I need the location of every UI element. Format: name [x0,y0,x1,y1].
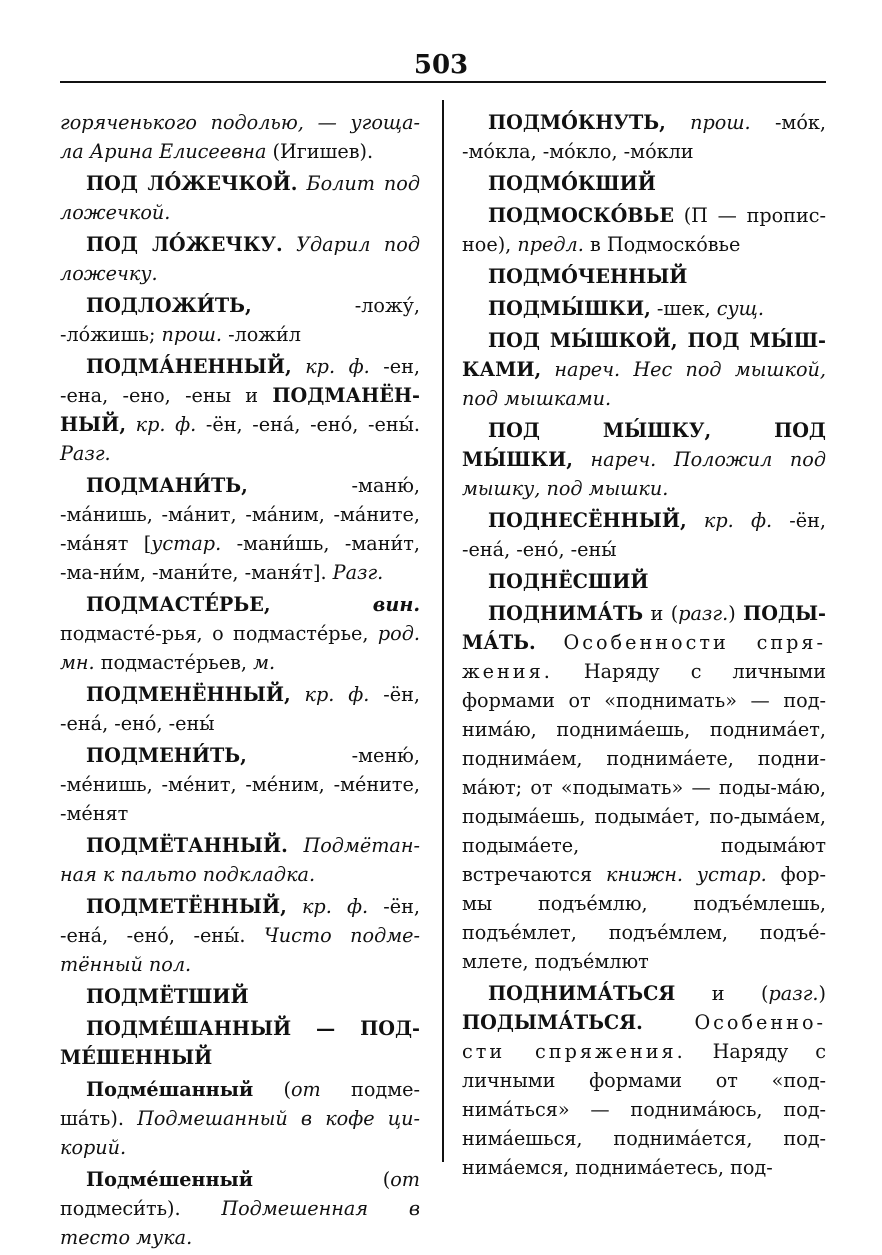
entry-text: подмасте́рьев, [94,651,254,674]
entry-text: (Игишев). [266,140,374,163]
dictionary-entry [462,294,826,323]
column-divider [442,100,444,1162]
headword: ПОДМЁТШИЙ [86,985,249,1008]
dictionary-entry [60,1165,420,1252]
headword: ПОДМЕНИ́ТЬ, [86,744,247,767]
italic-text: устар. [151,532,222,555]
italic-text: Разг. [60,442,111,465]
headword: ПОДНИМА́ТЬСЯ [488,982,676,1005]
entry-text: -мани́шь, -мани́т, -ма-ни́м, -мани́те, -маня́т]. [60,532,420,584]
dictionary-entry [60,590,420,677]
italic-text: Подмешанный в кофе ци-корий. [60,1107,420,1159]
entry-text: ) [728,602,744,625]
entry-text: (П — пропис-ное), [462,204,826,256]
dictionary-entry [462,262,826,291]
dictionary-entry [60,169,420,227]
entry-text: подмеси́ть). [60,1197,222,1220]
dictionary-entry [462,567,826,596]
dictionary-entry [60,680,420,738]
italic-text: нареч. Нес под мышкой, под мышками. [462,358,826,410]
italic-text: кр. ф. [286,895,369,918]
dictionary-entry [462,169,826,198]
dictionary-entry [462,599,826,976]
entry-text: -мо́к, -мо́кла, -мо́кло, -мо́кли [462,111,826,163]
headword: ПОДМЫ́ШКИ, [488,297,651,320]
dictionary-entry [462,108,826,166]
italic-text: Чисто подме-тённый пол. [60,924,420,976]
entry-text: в Подмоско́вье [583,233,741,256]
headword: ПОДМЕТЁННЫЙ, [86,895,287,918]
italic-text: Подмешенная в тесто мука. [60,1197,420,1249]
italic-text: нареч. Положил под мышку, под мышки. [462,448,826,500]
entry-text: -ён, -ена́, -ено́, -ены́. [60,895,421,947]
dictionary-entry [60,1075,420,1162]
entry-text: ( [253,1078,291,1101]
entry-text: -маню́, -ма́нишь, -ма́нит, -ма́ним, -ма́ните, -ма́нят [ [60,474,420,555]
headword: Подме́шенный [86,1168,253,1191]
headword: ПОДМЕНЁННЫЙ, [86,683,291,706]
headword: ПОДМАНИ́ТЬ, [86,474,248,497]
dictionary-entry [60,352,420,468]
italic-text: горяченького подолью, — угоща-ла Арина Елисеевна [60,111,420,163]
headword: ПОДМАНЁН-НЫЙ, [60,384,420,436]
entry-text: -ложу́, -ло́жишь; [60,294,420,346]
left-column [60,108,420,1255]
italic-text: разг. [678,602,729,625]
entry-text: -ложи́л [221,323,301,346]
italic-text: Разг. [332,561,384,584]
entry-text: подмасте́-рья, о подмасте́рье, [60,622,378,645]
headword: ПОДМЁТАННЫЙ. [86,834,288,857]
headword: ПОДМОСКО́ВЬЕ [488,204,674,227]
entry-text: Наряду с личными формами от «поднимать» — под-нима́ю, поднима́ешь, поднима́ет, поднима́ем, поднима́ете, подни-ма́ют; от «подымать» — поды-ма́ю, подыма́ешь, подыма́ет, по-дыма́ем, подыма́ете, подыма́ют встречаются [462,660,826,886]
dictionary-entry [462,416,826,503]
italic-text: м. [253,651,276,674]
dictionary-entry [60,741,420,828]
headword: ПОДМАСТЕ́РЬЕ, [86,593,271,616]
headword: ПОД МЫ́ШКОЙ, ПОД МЫ́Ш-КАМИ, [462,329,826,381]
entry-text: Особенно-сти спряжения. [462,1011,826,1063]
dictionary-entry [60,230,420,288]
italic-text: от [390,1168,420,1191]
dictionary-entry [462,506,826,564]
italic-text: кр. ф. [686,509,773,532]
entry-text: и ( [675,982,769,1005]
headword: ПОДЛОЖИ́ТЬ, [86,294,252,317]
dictionary-entry [462,979,826,1182]
entry-text: -ен, -ена, -ено, -ены и [60,355,421,407]
italic-text: кр. ф. [126,413,197,436]
entry-text: -шек, [650,297,717,320]
entry-text: ( [252,1168,391,1191]
italic-text: кр. ф. [290,683,370,706]
italic-text: разг. [768,982,819,1005]
dictionary-entry [60,471,420,587]
dictionary-entry [60,831,420,889]
italic-text: вин. [270,593,420,616]
headword: ПОД ЛО́ЖЕЧКОЙ. [86,172,298,195]
entry-text: Особенности спря-жения. [462,631,826,683]
headword: ПОДМО́КШИЙ [488,172,656,195]
entry-text: -меню́, -ме́нишь, -ме́нит, -ме́ним, -ме́ните, -ме́нят [60,744,420,825]
italic-text: предл. [517,233,584,256]
italic-text: от [291,1078,321,1101]
entry-text: -ён, -ена́, -ено́, -ены́ [60,683,421,735]
entry-text: -ён, -ена́, -ено́, -ены́. [196,413,420,436]
headword: ПОДНИМА́ТЬ [488,602,644,625]
entry-text: фор-мы подъе́млю, подъе́млешь, подъе́млет, подъе́млем, подъе́-млете, подъе́млют [462,863,826,973]
headword: ПОД ЛО́ЖЕЧКУ. [86,233,283,256]
italic-text: кр. ф. [291,355,370,378]
headword: ПОД МЫ́ШКУ, ПОД МЫ́ШКИ, [462,419,826,471]
entry-text: -ён, -ена́, -ено́, -ены́ [462,509,827,561]
dictionary-entry [60,982,420,1011]
headword: ПОДЫ-МА́ТЬ. [462,602,826,654]
dictionary-entry [60,108,420,166]
entry-text: Наряду с личными формами от «под-нима́ться» — поднима́юсь, под-нима́ешься, поднима́ется, под-нима́емся, поднима́етесь, под- [462,1040,826,1179]
page-number: 503 [413,50,469,80]
italic-text: книжн. устар. [605,863,767,886]
headword: ПОДЫМА́ТЬСЯ. [462,1011,643,1034]
italic-text: прош. [161,323,222,346]
italic-text: род. мн. [60,622,420,674]
dictionary-entry [462,326,826,413]
dictionary-entry [60,892,420,979]
dictionary-entry [462,201,826,259]
headword: ПОДНЕСЁННЫЙ, [488,509,687,532]
headword: ПОДМО́ЧЕННЫЙ [488,265,688,288]
italic-text: Болит под ложечкой. [60,172,420,224]
right-column [462,108,826,1185]
italic-text: прош. [665,111,751,134]
entry-text: подме-ша́ть). [60,1078,420,1130]
header-rule [60,81,826,83]
entry-text: и ( [643,602,679,625]
italic-text: Ударил под ложечку. [60,233,420,285]
dictionary-entry [60,1014,420,1072]
headword: ПОДМО́КНУТЬ, [488,111,666,134]
headword: ПОДНЁСШИЙ [488,570,649,593]
headword: Подме́шанный [86,1078,254,1101]
dictionary-entry [60,291,420,349]
headword: ПОДМЕ́ШАННЫЙ — ПОД-МЕ́ШЕННЫЙ [60,1017,420,1069]
italic-text: сущ. [716,297,764,320]
entry-text: ) [818,982,826,1005]
italic-text: Подмётан-ная к пальто подкладка. [60,834,420,886]
headword: ПОДМА́НЕННЫЙ, [86,355,292,378]
